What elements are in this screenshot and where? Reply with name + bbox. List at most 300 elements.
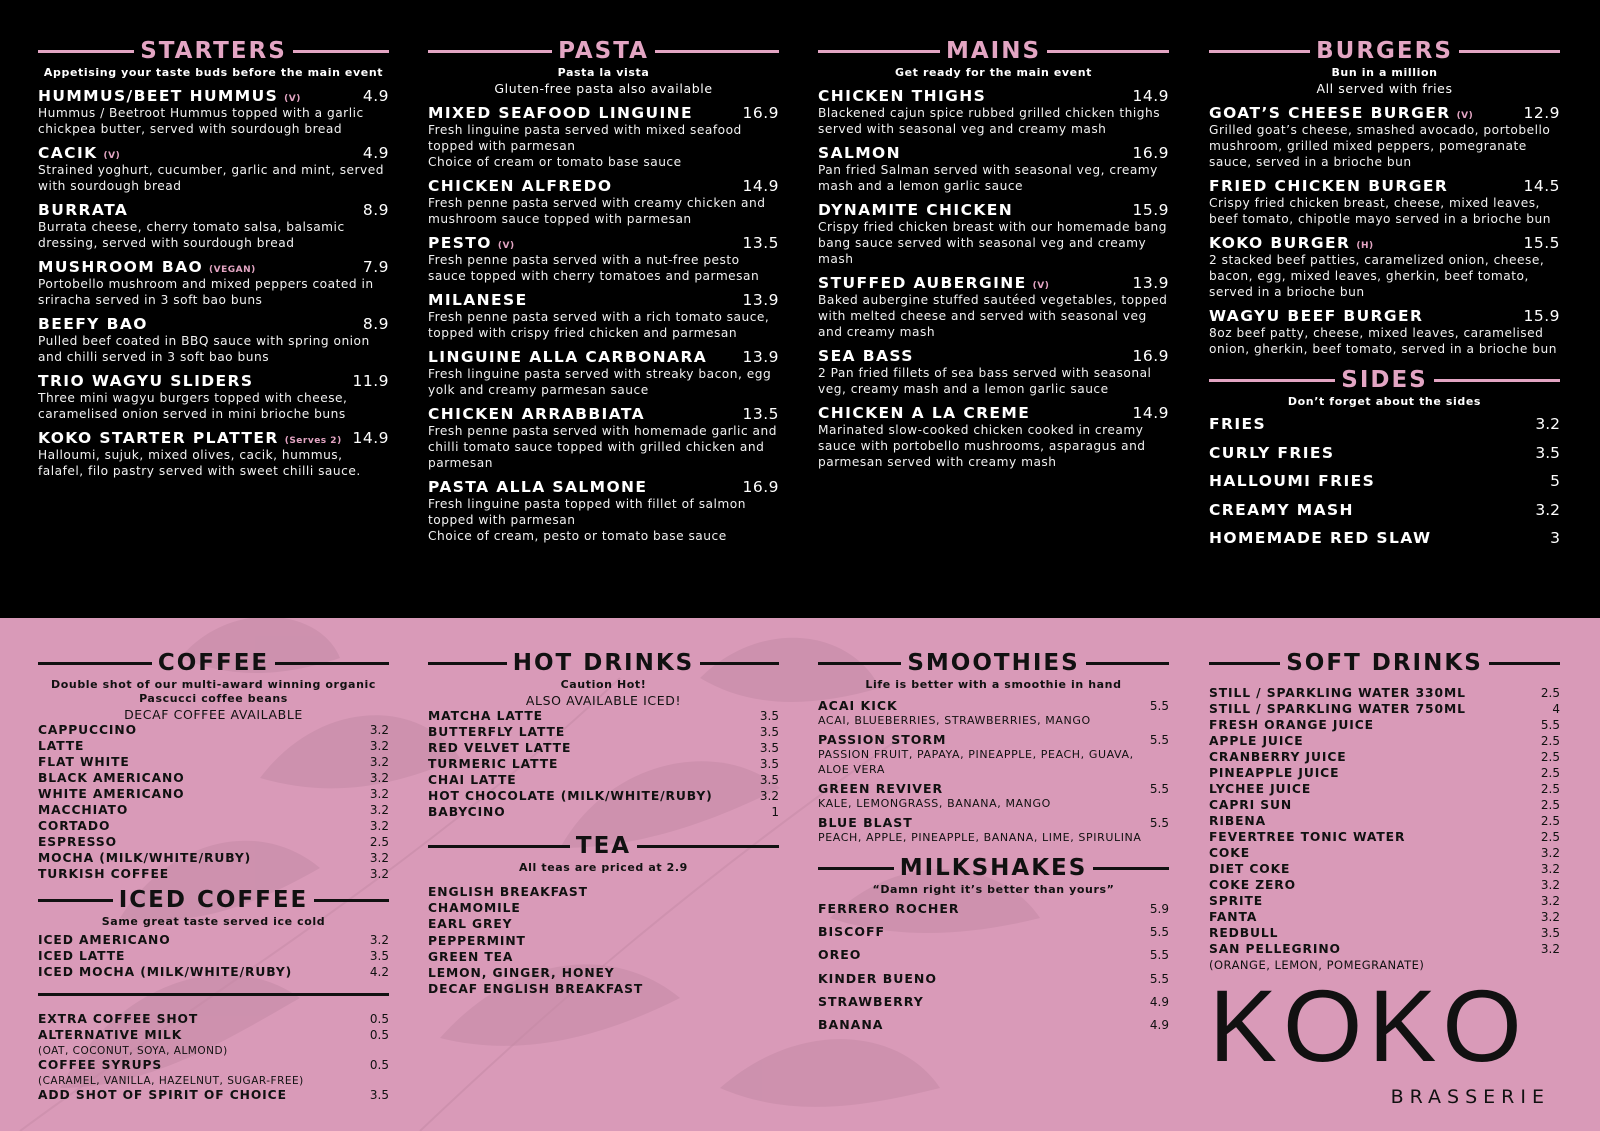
menu-item-row (428, 233, 779, 252)
drink-item (1209, 686, 1560, 702)
smoothie-row (818, 781, 1169, 796)
milkshake-item (818, 947, 1169, 970)
header-rule (1209, 50, 1310, 53)
tea-item: ENGLISH BREAKFAST (428, 885, 588, 899)
milkshake-price: 5.5 (1149, 971, 1169, 986)
drink-name: CRANBERRY JUICE (1209, 750, 1347, 764)
drink-item (38, 1058, 389, 1074)
tea-item: CHAMOMILE (428, 901, 521, 916)
drink-item (38, 771, 389, 787)
side-item-name: CREAMY MASH (1209, 500, 1354, 519)
drink-price: 3.5 (759, 709, 779, 723)
menu-item-heading (818, 273, 1049, 292)
menu-item-name: KOKO STARTER PLATTER (38, 429, 279, 447)
drink-note: (OAT, COCONUT, SOYA, ALMOND) (38, 1045, 228, 1057)
menu-item-name: CHICKEN ALFREDO (428, 177, 613, 195)
section-title: MAINS (945, 38, 1042, 64)
mains-section (818, 36, 1169, 470)
menu-item-row (38, 371, 389, 390)
menu-item-price: 16.9 (1132, 347, 1169, 365)
menu-item-description: Blackened cajun spice rubbed grilled chicken thighs served with seasonal veg and creamy mash (818, 106, 1161, 136)
drink-price: 3.5 (759, 725, 779, 739)
drink-price: 2.5 (369, 835, 389, 849)
drink-name: LATTE (38, 739, 85, 753)
menu-item-price: 16.9 (1132, 144, 1169, 162)
menu-item-row (818, 143, 1169, 162)
dietary-tag: (VEGAN) (209, 265, 256, 275)
drink-name: DIET COKE (1209, 862, 1291, 876)
side-item-name: CURLY FRIES (1209, 443, 1335, 462)
milkshake-item (818, 994, 1169, 1017)
drink-price: 3.5 (759, 773, 779, 787)
drink-name: BABYCINO (428, 805, 506, 819)
tea-item: DECAF ENGLISH BREAKFAST (428, 982, 644, 997)
menu-item-description: Hummus / Beetroot Hummus topped with a garlic chickpea butter, served with sourdough bread (38, 106, 364, 136)
drink-name: STILL / SPARKLING WATER 330ML (1209, 686, 1466, 700)
smoothie-row (818, 815, 1169, 830)
drink-name: STILL / SPARKLING WATER 750ML (1209, 702, 1466, 716)
menu-item-description: Portobello mushroom and mixed peppers coated in sriracha served in 3 soft bao buns (38, 277, 374, 307)
drink-item (1209, 718, 1560, 734)
drink-item (1209, 734, 1560, 750)
side-item (1209, 501, 1560, 530)
drink-name: TURKISH COFFEE (38, 867, 170, 881)
section-note: All served with fries (1316, 81, 1453, 96)
smoothie-price: 5.5 (1149, 699, 1169, 713)
drink-price: 3.2 (369, 787, 389, 801)
side-item (1209, 444, 1560, 473)
starters-section (38, 36, 389, 479)
drink-name: MOCHA (MILK/WHITE/RUBY) (38, 851, 252, 865)
menu-item-price: 11.9 (352, 372, 389, 390)
milkshake-price: 5.5 (1149, 925, 1169, 940)
drink-item (428, 773, 779, 789)
drink-price: 2.5 (1540, 750, 1560, 764)
section-title: HOT DRINKS (512, 650, 695, 676)
menu-item-description: Crispy fried chicken breast, cheese, mixed leaves, beef tomato, chipotle mayo served in a brioche bun (1209, 196, 1551, 226)
section-header (818, 648, 1169, 678)
drink-item (38, 755, 389, 771)
smoothie-row (818, 732, 1169, 747)
menu-item-name: FRIED CHICKEN BURGER (1209, 177, 1449, 195)
menu-item-heading (818, 346, 914, 365)
drink-item (1209, 862, 1560, 878)
drink-name: RED VELVET LATTE (428, 741, 572, 755)
section-header (38, 36, 389, 66)
drink-name: CORTADO (38, 819, 111, 833)
drink-item (1209, 782, 1560, 798)
milkshake-price: 4.9 (1149, 994, 1169, 1009)
menu-item (428, 290, 779, 341)
drink-price: 2.5 (1540, 782, 1560, 796)
tea-item: GREEN TEA (428, 949, 514, 964)
drink-name: CAPPUCCINO (38, 723, 137, 737)
smoothie-ingredients: ACAI, BLUEBERRIES, STRAWBERRIES, MANGO (818, 714, 1091, 727)
smoothie-row (818, 698, 1169, 713)
menu-item (428, 347, 779, 398)
drink-price: 5.5 (1540, 718, 1560, 732)
menu-item-description: Choice of cream or tomato base sauce (428, 155, 682, 169)
menu-item-list (428, 103, 779, 544)
menu-item-name: MIXED SEAFOOD LINGUINE (428, 104, 693, 122)
section-subtitle: Appetising your taste buds before the main event (43, 66, 384, 79)
section-title: PASTA (558, 38, 649, 64)
tea-item: LEMON, GINGER, HONEY (428, 965, 615, 980)
menu-item-name: MUSHROOM BAO (38, 258, 204, 276)
menu-item-name: BURRATA (38, 201, 129, 219)
menu-item-name: SALMON (818, 144, 902, 162)
menu-item (818, 86, 1169, 137)
section-note: ALSO AVAILABLE ICED! (525, 693, 682, 708)
menu-item-heading (428, 103, 693, 122)
dietary-tag: (V) (497, 241, 515, 251)
drink-name: COFFEE SYRUPS (38, 1058, 163, 1072)
menu-item-description: Three mini wagyu burgers topped with cheese, caramelised onion served in mini brioche buns (38, 391, 348, 421)
drink-price: 2.5 (1540, 798, 1560, 812)
menu-item-heading (818, 403, 1030, 422)
drink-item (1209, 830, 1560, 846)
milkshake-name: BANANA (818, 1016, 884, 1032)
section-subtitle: Bun in a million (1331, 66, 1438, 79)
smoothie-ingredients: KALE, LEMONGRASS, BANANA, MANGO (818, 797, 1051, 810)
menu-item-heading (38, 200, 128, 219)
drink-item (428, 709, 779, 725)
drink-price: 3.2 (369, 771, 389, 785)
menu-item-price: 13.9 (742, 291, 779, 309)
menu-item (818, 346, 1169, 397)
drink-price: 1 (771, 805, 779, 819)
drink-price: 3.2 (1540, 846, 1560, 860)
menu-item (818, 200, 1169, 267)
tea-item: EARL GREY (428, 917, 513, 932)
menu-item-price: 8.9 (362, 315, 389, 333)
menu-item-description: Crispy fried chicken breast with our homemade bang bang sauce served with seasonal veg and creamy mash (818, 220, 1168, 266)
section-divider (38, 993, 389, 996)
menu-item-price: 15.5 (1523, 234, 1560, 252)
menu-item-name: GOAT’S CHEESE BURGER (1209, 104, 1451, 122)
section-subtitle: Don’t forget about the sides (1287, 395, 1482, 408)
menu-item-heading (818, 200, 1013, 219)
header-rule (293, 50, 389, 53)
drink-item (38, 949, 389, 965)
drink-name: LYCHEE JUICE (1209, 782, 1312, 796)
drink-name: BLACK AMERICANO (38, 771, 185, 785)
smoothie-item (818, 815, 1169, 845)
section-header (38, 648, 389, 678)
dietary-tag: (Serves 2) (284, 436, 342, 446)
menu-item-description: 2 Pan fried fillets of sea bass served with seasonal veg, creamy mash and a lemon garlic sauce (818, 366, 1152, 396)
section-header (38, 885, 389, 915)
side-item (1209, 529, 1560, 558)
milkshake-name: BISCOFF (818, 924, 886, 940)
menu-item-row (38, 257, 389, 276)
menu-item-heading (428, 404, 645, 423)
side-item-price: 3.2 (1535, 500, 1560, 519)
menu-item-description: Strained yoghurt, cucumber, garlic and mint, served with sourdough bread (38, 163, 384, 193)
drink-price: 3.5 (759, 757, 779, 771)
header-rule (38, 662, 152, 665)
header-rule (1093, 867, 1169, 870)
sides-section (1209, 365, 1560, 558)
drink-item (38, 723, 389, 739)
menu-item-price: 4.9 (362, 87, 389, 105)
menu-item-list (818, 86, 1169, 470)
drink-name: MATCHA LATTE (428, 709, 543, 723)
milkshake-price: 4.9 (1149, 1017, 1169, 1032)
menu-item-description: Pan fried Salman served with seasonal veg, creamy mash and a lemon garlic sauce (818, 163, 1158, 193)
menu-item (428, 404, 779, 471)
menu-item-row (38, 86, 389, 105)
section-subtitle: All teas are priced at 2.9 (519, 861, 688, 874)
menu-item-name: KOKO BURGER (1209, 234, 1351, 252)
section-subtitle: Pasta la vista (557, 66, 650, 79)
section-subtitle: Get ready for the main event (894, 66, 1093, 79)
drink-name: ICED MOCHA (MILK/WHITE/RUBY) (38, 965, 293, 979)
drink-item (1209, 766, 1560, 782)
menu-item-price: 14.9 (352, 429, 389, 447)
drink-list (428, 709, 779, 821)
milkshake-price: 5.5 (1149, 948, 1169, 963)
drink-price: 3.5 (759, 741, 779, 755)
menu-item-description: Fresh penne pasta served with a nut-free pesto sauce topped with cherry tomatoes and parmesan (428, 253, 760, 283)
drink-name: REDBULL (1209, 926, 1279, 940)
smoothie-price: 5.5 (1149, 733, 1169, 747)
menu-item-description: Fresh penne pasta served with a rich tomato sauce, topped with crispy fried chicken and parmesan (428, 310, 770, 340)
drink-item (38, 1088, 389, 1104)
menu-item-name: CHICKEN THIGHS (818, 87, 987, 105)
drink-item (1209, 910, 1560, 926)
drink-item (38, 803, 389, 819)
dietary-tag: (V) (1456, 111, 1474, 121)
drink-name: PINEAPPLE JUICE (1209, 766, 1340, 780)
menu-item-row (818, 403, 1169, 422)
drink-name: APPLE JUICE (1209, 734, 1304, 748)
drink-name: MACCHIATO (38, 803, 129, 817)
menu-item-price: 8.9 (362, 201, 389, 219)
drink-list (818, 901, 1169, 1040)
menu-item (818, 273, 1169, 340)
side-item-name: FRIES (1209, 415, 1267, 433)
menu-item-row (818, 273, 1169, 292)
header-rule (314, 899, 389, 902)
menu-item (1209, 233, 1560, 300)
section-header (428, 648, 779, 678)
header-rule (275, 662, 389, 665)
header-rule (818, 50, 940, 53)
menu-item-row (38, 428, 389, 447)
menu-item-description: Choice of cream, pesto or tomato base sauce (428, 529, 727, 543)
drink-name: FRESH ORANGE JUICE (1209, 718, 1374, 732)
header-rule (428, 50, 552, 53)
menu-item (38, 428, 389, 479)
header-rule (38, 50, 134, 53)
drink-name: SPRITE (1209, 894, 1264, 908)
drink-price: 3.5 (369, 949, 389, 963)
drink-item (38, 739, 389, 755)
side-item-price: 3.5 (1535, 443, 1560, 462)
drink-name: FLAT WHITE (38, 755, 130, 769)
section-subtitle: Same great taste served ice cold (101, 915, 326, 928)
drink-price: 4 (1552, 702, 1560, 716)
drink-price: 2.5 (1540, 830, 1560, 844)
drink-item (38, 835, 389, 851)
drink-item (428, 805, 779, 821)
menu-item-price: 7.9 (362, 258, 389, 276)
coffee-section (38, 648, 389, 1104)
menu-item-row (428, 290, 779, 309)
menu-item-heading (38, 314, 148, 333)
menu-item-description: Fresh linguine pasta served with mixed seafood topped with parmesan (428, 123, 742, 153)
menu-item-name: CHICKEN A LA CREME (818, 404, 1031, 422)
menu-item-name: BEEFY BAO (38, 315, 148, 333)
menu-item-name: DYNAMITE CHICKEN (818, 201, 1014, 219)
menu-item-description: Grilled goat’s cheese, smashed avocado, portobello mushroom, grilled mixed peppers, pomegranate sauce, served in a brioche bun (1209, 123, 1551, 169)
drink-list (1209, 686, 1560, 958)
menu-item-name: CACIK (38, 144, 98, 162)
smoothie-name: GREEN REVIVER (818, 781, 944, 796)
hot-drinks-section (428, 648, 779, 998)
menu-item-row (818, 200, 1169, 219)
section-header (1209, 365, 1560, 395)
drink-item (38, 965, 389, 981)
drink-name: COKE (1209, 846, 1251, 860)
menu-item (428, 103, 779, 170)
drink-price: 3.2 (1540, 878, 1560, 892)
menu-item-description: Fresh penne pasta served with creamy chicken and mushroom sauce topped with parmesan (428, 196, 766, 226)
menu-item-price: 13.9 (742, 348, 779, 366)
header-rule (818, 662, 901, 665)
menu-item-name: HUMMUS/BEET HUMMUS (38, 87, 279, 105)
drink-price: 2.5 (1540, 686, 1560, 700)
section-title: SOFT DRINKS (1286, 650, 1483, 676)
drink-price: 0.5 (369, 1028, 389, 1042)
section-header (428, 36, 779, 66)
tea-item: PEPPERMINT (428, 933, 526, 948)
section-subtitle: Life is better with a smoothie in hand (865, 678, 1122, 691)
menu-item-description: Fresh penne pasta served with homemade garlic and chilli tomato sauce topped with grilled chicken and parmesan (428, 424, 777, 470)
drink-note: (CARAMEL, VANILLA, HAZELNUT, SUGAR-FREE) (38, 1075, 304, 1087)
pasta-section (428, 36, 779, 544)
menu-item-row (38, 200, 389, 219)
menu-item (38, 257, 389, 308)
smoothie-ingredients: PASSION FRUIT, PAPAYA, PINEAPPLE, PEACH, GUAVA, ALOE VERA (818, 748, 1134, 776)
drink-item (1209, 750, 1560, 766)
drink-name: TURMERIC LATTE (428, 757, 559, 771)
section-title: TEA (575, 833, 632, 859)
drink-price: 3.2 (369, 867, 389, 881)
drink-price: 3.2 (369, 819, 389, 833)
drink-item (38, 933, 389, 949)
menu-item (38, 371, 389, 422)
smoothie-item (818, 698, 1169, 728)
drink-item (1209, 798, 1560, 814)
header-rule (38, 899, 113, 902)
drink-name: ADD SHOT OF SPIRIT OF CHOICE (38, 1088, 287, 1102)
menu-item-heading (1209, 233, 1374, 252)
drink-price: 2.5 (1540, 734, 1560, 748)
menu-item-row (818, 346, 1169, 365)
milkshake-item (818, 1017, 1169, 1040)
dietary-tag: (H) (1356, 241, 1374, 251)
header-rule (655, 50, 779, 53)
menu-item-description: Fresh linguine pasta served with streaky bacon, egg yolk and creamy parmesan sauce (428, 367, 772, 397)
smoothie-name: PASSION STORM (818, 732, 947, 747)
drink-price: 0.5 (369, 1012, 389, 1026)
section-title: MILKSHAKES (899, 855, 1088, 881)
smoothie-item (818, 781, 1169, 811)
menu-item-row (428, 103, 779, 122)
menu-item-row (428, 404, 779, 423)
smoothie-name: BLUE BLAST (818, 815, 913, 830)
drink-name: EXTRA COFFEE SHOT (38, 1012, 199, 1026)
drink-item (38, 1012, 389, 1028)
menu-item-price: 13.5 (742, 234, 779, 252)
drink-item (38, 851, 389, 867)
section-header (818, 36, 1169, 66)
drink-item (1209, 846, 1560, 862)
drink-item (428, 725, 779, 741)
menu-item-heading (1209, 176, 1448, 195)
menu-item-name: STUFFED AUBERGINE (818, 274, 1027, 292)
menu-item (1209, 176, 1560, 227)
header-rule (1434, 379, 1560, 382)
menu-item-row (1209, 176, 1560, 195)
section-title: STARTERS (140, 38, 287, 64)
smoothie-item (818, 732, 1169, 777)
menu-item-description: Pulled beef coated in BBQ sauce with spring onion and chilli served in 3 soft bao buns (38, 334, 370, 364)
menu-item-heading (38, 143, 120, 162)
drink-item (428, 741, 779, 757)
menu-item-row (818, 86, 1169, 105)
side-item (1209, 415, 1560, 444)
brand-name: KOKO (1209, 969, 1528, 1083)
dietary-tag: (V) (1032, 281, 1050, 291)
burgers-section (1209, 36, 1560, 558)
brand-tagline: BRASSERIE (1390, 1086, 1550, 1108)
milkshake-price: 5.9 (1149, 902, 1169, 916)
menu-item (38, 314, 389, 365)
menu-item-heading (1209, 306, 1423, 325)
section-note: Gluten-free pasta also available (494, 81, 713, 96)
drink-price: 3.2 (369, 755, 389, 769)
menu-item-row (428, 347, 779, 366)
menu-item-description: Fresh linguine pasta topped with fillet of salmon topped with parmesan (428, 497, 746, 527)
milkshake-item (818, 901, 1169, 924)
drink-name: ALTERNATIVE MILK (38, 1028, 183, 1042)
drink-item (1209, 926, 1560, 942)
menu-item-heading (818, 86, 986, 105)
soft-drinks-section (1209, 648, 1560, 972)
drink-name: CHAI LATTE (428, 773, 517, 787)
header-rule (700, 662, 779, 665)
section-title: BURGERS (1316, 38, 1453, 64)
drink-price: 3.2 (1540, 862, 1560, 876)
menu-item (1209, 103, 1560, 170)
menu-item-row (38, 143, 389, 162)
section-title: ICED COFFEE (118, 887, 309, 913)
header-rule (818, 867, 894, 870)
drink-name: CAPRI SUN (1209, 798, 1293, 812)
menu-item-description: 2 stacked beef patties, caramelized onion, cheese, bacon, egg, mixed leaves, gherkin, beef tomato, served in a brioche bun (1209, 253, 1545, 299)
drink-price: 2.5 (1540, 766, 1560, 780)
section-subtitle: Caution Hot! (560, 678, 647, 691)
drink-price: 0.5 (369, 1058, 389, 1072)
menu-item-name: SEA BASS (818, 347, 914, 365)
menu-item-heading (818, 143, 901, 162)
menu-item-list (38, 86, 389, 479)
drink-price: 3.2 (1540, 894, 1560, 908)
side-item-price: 3.2 (1535, 415, 1560, 433)
